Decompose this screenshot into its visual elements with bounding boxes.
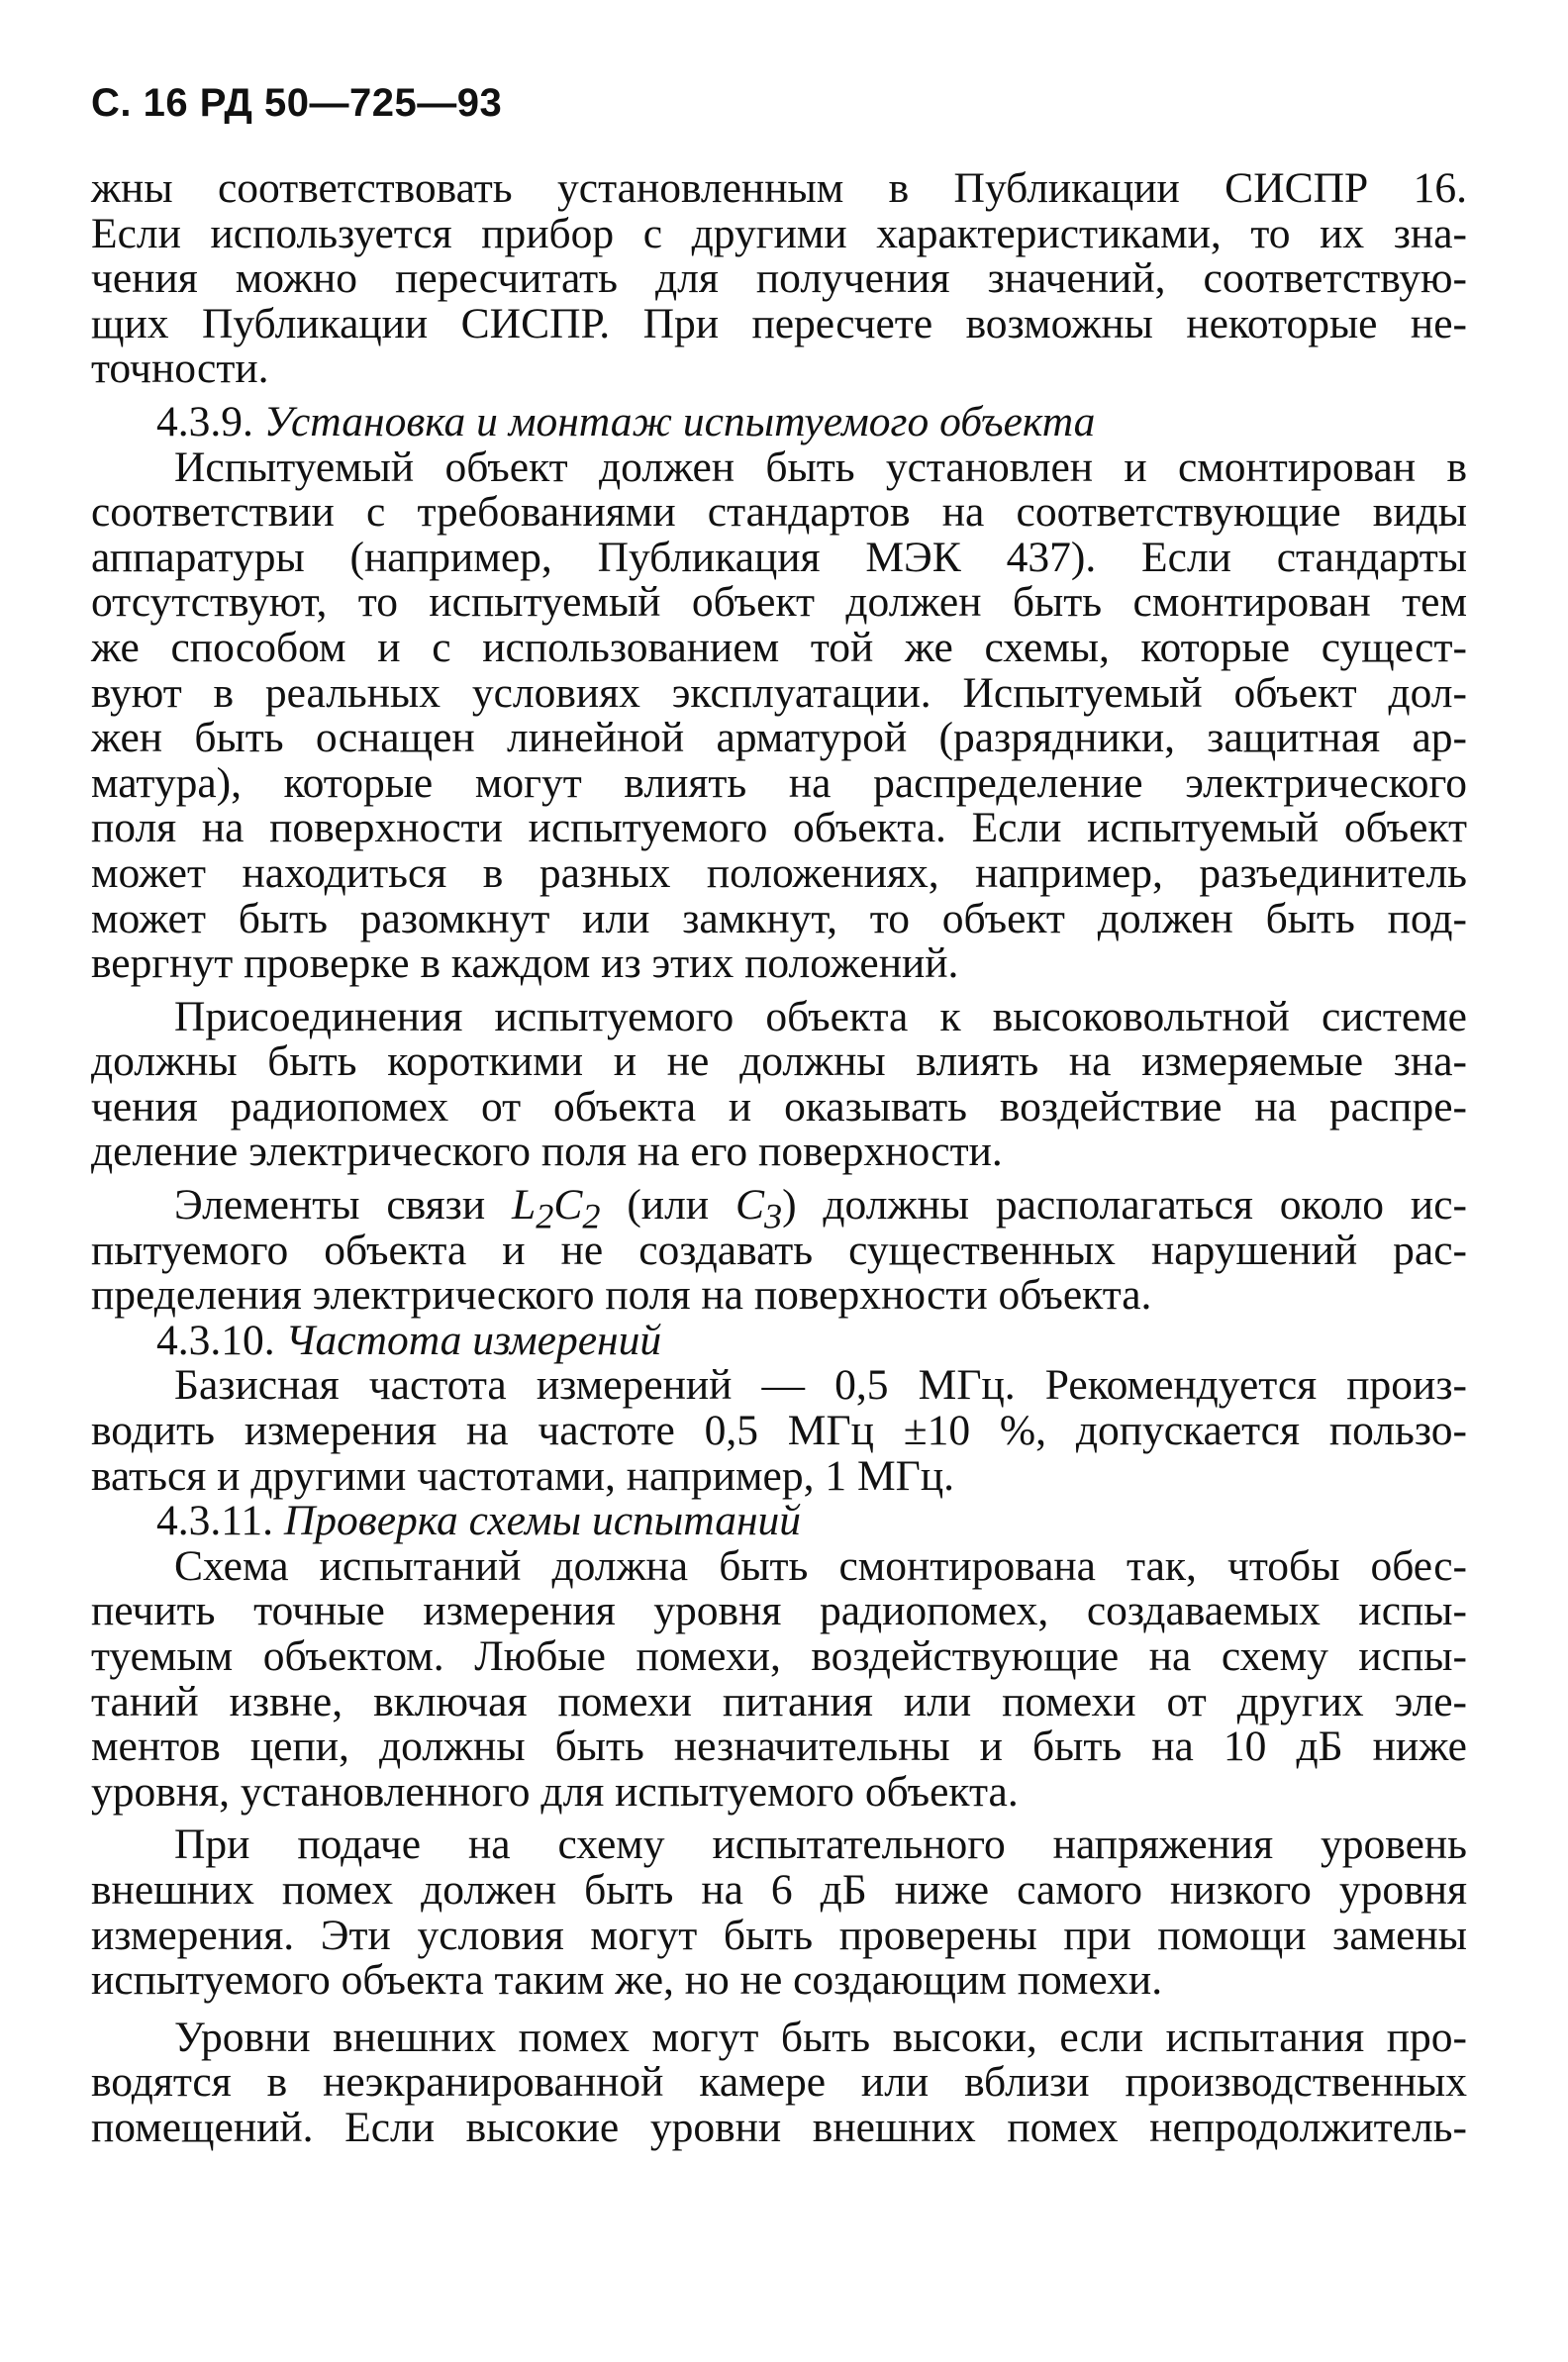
text-line: может быть разомкнут или замкнут, то объект должен быть под- — [91, 894, 1467, 942]
section-title: Установка и монтаж испытуемого объекта — [263, 397, 1096, 445]
text-line: чения можно пересчитать для получения значений, соответствую- — [91, 254, 1467, 303]
text-line: испытуемого объекта таким же, но не создающим помехи. — [91, 1956, 1163, 2005]
text-line: При подаче на схему испытательного напряжения уровень — [174, 1821, 1467, 1869]
section-heading-4-3-10 — [91, 1316, 1467, 1364]
formula-l2c2: $L_2C_2$ — [511, 1181, 601, 1236]
text-line: аппаратуры (например, Публикация МЭК 437). Если стандарты — [91, 533, 1467, 581]
formula-c3: $C_3$ — [735, 1181, 783, 1236]
text-segment: ) должны располагаться около ис- — [782, 1181, 1467, 1230]
text-line: жен быть оснащен линейной арматурой (разрядники, защитная ар- — [91, 714, 1467, 762]
text-line: вергнут проверке в каждом из этих положений. — [91, 939, 959, 988]
text-line: должны быть короткими и не должны влиять на измеряемые зна- — [91, 1037, 1467, 1086]
text-segment: (или — [600, 1181, 735, 1230]
text-line: пределения электрического поля на поверхности объекта. — [91, 1271, 1152, 1320]
text-line: Если используется прибор с другими характеристиками, то их зна- — [91, 209, 1467, 257]
section-heading-4-3-9 — [91, 397, 1467, 445]
text-line: Присоединения испытуемого объекта к высоковольтной системе — [174, 992, 1467, 1040]
text-segment: Элементы связи — [174, 1181, 512, 1230]
text-line: печить точные измерения уровня радиопомех, создаваемых испы- — [91, 1587, 1467, 1635]
text-line: пытуемого объекта и не создавать существенных нарушений рас- — [91, 1226, 1467, 1274]
text-line: таний извне, включая помехи питания или помехи от других эле- — [91, 1677, 1467, 1725]
text-line: Испытуемый объект должен быть установлен и смонтирован в — [174, 443, 1467, 491]
text-line-with-formula — [91, 1181, 1467, 1236]
section-number: 4.3.9. — [156, 397, 264, 445]
text-line: может находиться в разных положениях, например, разъединитель — [91, 848, 1467, 897]
text-line: Схема испытаний должна быть смонтирована так, чтобы обес- — [174, 1541, 1467, 1590]
text-line: же способом и с использованием той же схемы, которые сущест- — [91, 623, 1467, 671]
text-line: водить измерения на частоте 0,5 МГц ±10 %, допускается пользо- — [91, 1407, 1467, 1455]
page-header: С. 16 РД 50—725—93 — [91, 81, 503, 125]
text-line: щих Публикации СИСПР. При пересчете возможны некоторые не- — [91, 299, 1467, 347]
text-line: водятся в неэкранированной камере или вблизи производственных — [91, 2058, 1467, 2107]
text-line: уровня, установленного для испытуемого объекта. — [91, 1767, 1019, 1816]
text-line: помещений. Если высокие уровни внешних помех непродолжитель- — [91, 2103, 1467, 2151]
text-line: отсутствуют, то испытуемый объект должен быть смонтирован тем — [91, 578, 1467, 627]
text-line: ментов цепи, должны быть незначительны и быть на 10 дБ ниже — [91, 1722, 1467, 1771]
text-line: вуют в реальных условиях эксплуатации. Испытуемый объект дол- — [91, 668, 1467, 717]
text-line: чения радиопомех от объекта и оказывать воздействие на распре- — [91, 1082, 1467, 1131]
text-line: деление электрического поля на его поверхности. — [91, 1128, 1003, 1176]
text-line: точности. — [91, 344, 269, 393]
page-body — [91, 166, 1467, 2151]
text-line: соответствии с требованиями стандартов на соответствующие виды — [91, 488, 1467, 537]
text-line: Уровни внешних помех могут быть высоки, если испытания про- — [174, 2013, 1467, 2061]
text-line: поля на поверхности испытуемого объекта. Если испытуемый объект — [91, 804, 1467, 852]
text-line: внешних помех должен быть на 6 дБ ниже самого низкого уровня — [91, 1865, 1467, 1914]
text-line: Базисная частота измерений — 0,5 МГц. Рекомендуется произ- — [174, 1361, 1467, 1410]
text-line: измерения. Эти условия могут быть проверены при помощи замены — [91, 1911, 1467, 1959]
section-number: 4.3.11. — [156, 1497, 284, 1545]
section-title: Частота измерений — [285, 1316, 662, 1364]
text-line: ваться и другими частотами, например, 1 МГц. — [91, 1451, 954, 1500]
text-line: туемым объектом. Любые помехи, воздействующие на схему испы- — [91, 1632, 1467, 1680]
text-line: матура), которые могут влиять на распределение электрического — [91, 758, 1467, 807]
section-number: 4.3.10. — [156, 1316, 286, 1364]
section-heading-4-3-11 — [91, 1499, 1467, 1544]
section-title: Проверка схемы испытаний — [283, 1497, 802, 1545]
text-line: жны соответствовать установленным в Публикации СИСПР 16. — [91, 164, 1467, 212]
